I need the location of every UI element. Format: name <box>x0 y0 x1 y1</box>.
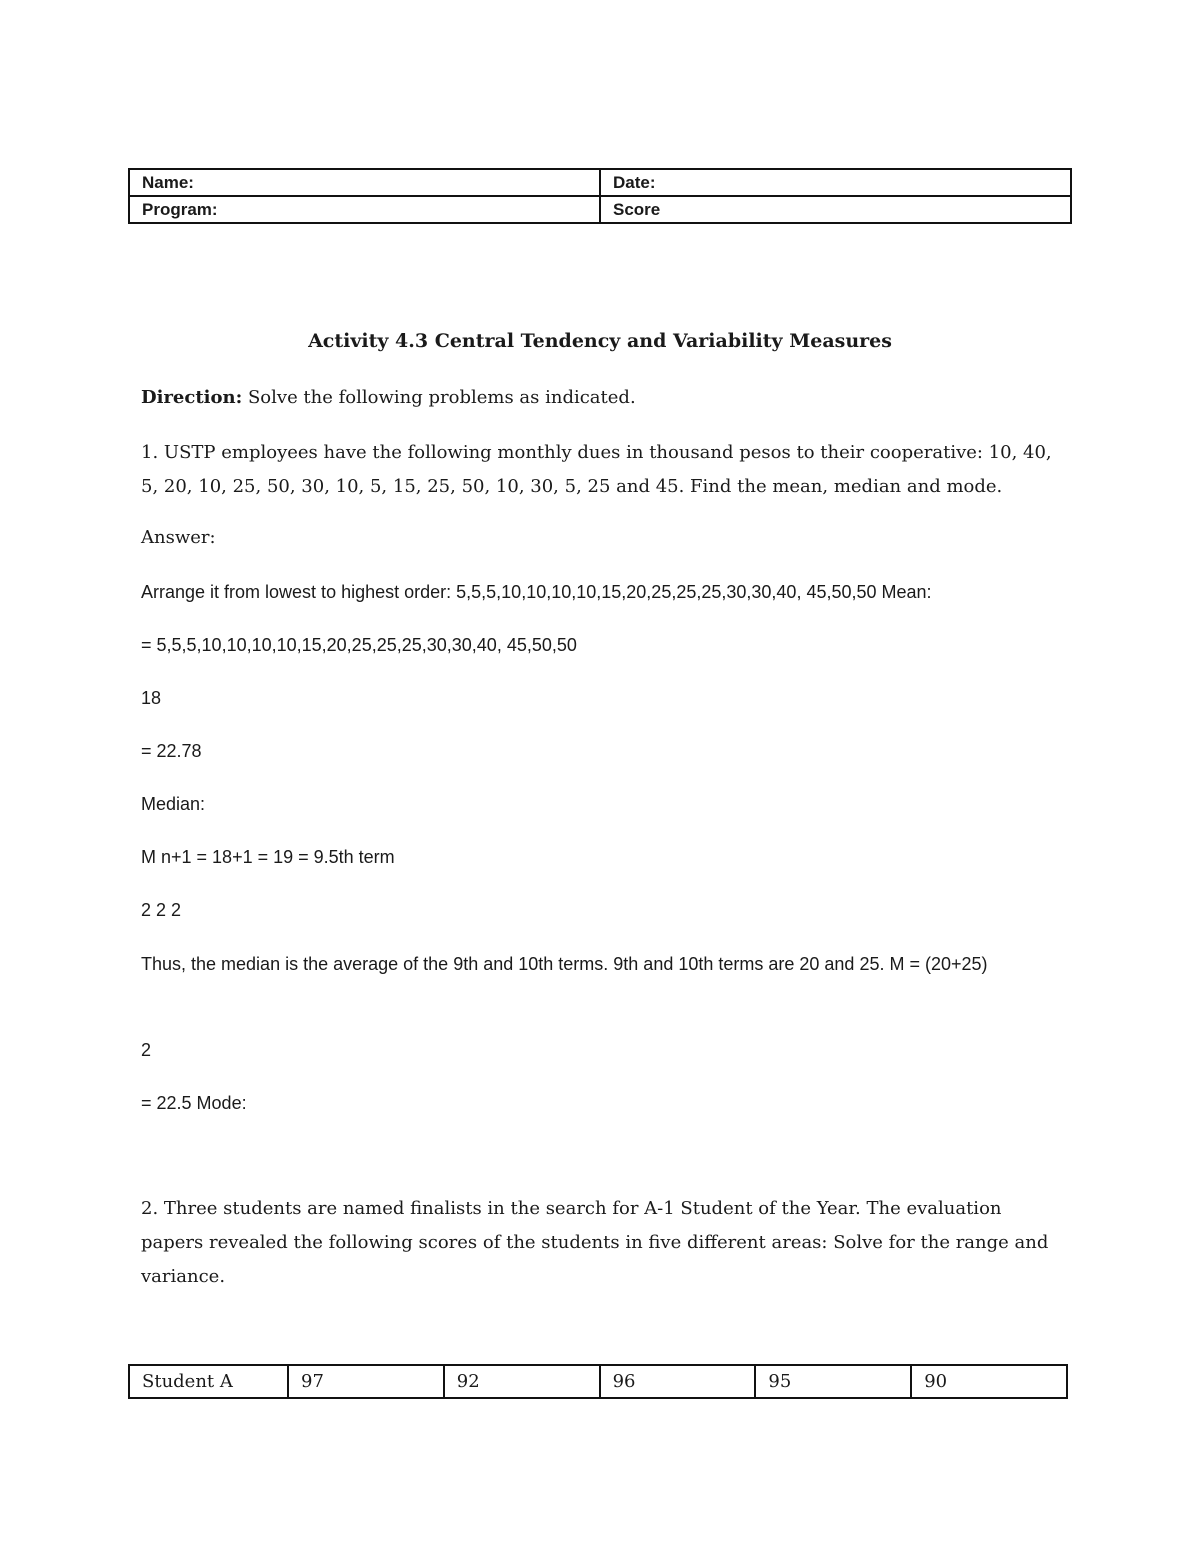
name-label: Name: <box>142 172 194 192</box>
score-cell: 92 <box>444 1365 600 1398</box>
date-label: Date: <box>613 172 656 192</box>
score-field[interactable] <box>600 196 1071 223</box>
answer-label: Answer: <box>141 527 216 548</box>
program-label: Program: <box>142 199 218 219</box>
mean-divisor: 18 <box>141 688 162 708</box>
student-name-cell: Student A <box>129 1365 288 1398</box>
table-row <box>129 1365 1067 1398</box>
score-cell: 95 <box>755 1365 911 1398</box>
direction-text: Solve the following problems as indicated. <box>247 387 636 408</box>
direction-label: Direction: <box>141 387 243 408</box>
score-cell: 97 <box>288 1365 444 1398</box>
arrange-line: Arrange it from lowest to highest order: 5,5,5,10,10,10,10,15,20,25,25,25,30,30,40, 45,50,50 Mean: <box>141 582 932 602</box>
median-result: = 22.5 Mode: <box>141 1093 247 1113</box>
score-cell: 90 <box>911 1365 1067 1398</box>
page-title: Activity 4.3 Central Tendency and Variability Measures <box>308 330 892 352</box>
sum-line: = 5,5,5,10,10,10,10,15,20,25,25,25,30,30,40, 45,50,50 <box>141 635 577 655</box>
mean-result: = 22.78 <box>141 741 202 761</box>
program-field[interactable] <box>129 196 600 223</box>
student-info-table <box>128 168 1072 224</box>
problem2-text: 2. Three students are named finalists in the search for A-1 Student of the Year. The evaluation papers revealed the following scores of the students in five different areas: Solve for the range and variance. <box>141 1198 1049 1287</box>
median-denominators: 2 2 2 <box>141 900 182 920</box>
scores-table <box>128 1364 1068 1399</box>
median-label: Median: <box>141 794 206 814</box>
median-formula: M n+1 = 18+1 = 19 = 9.5th term <box>141 847 395 867</box>
median-explanation: Thus, the median is the average of the 9th and 10th terms. 9th and 10th terms are 20 and 25. M = (20+25) <box>141 954 988 974</box>
median-divisor: 2 <box>141 1040 152 1060</box>
date-field[interactable] <box>600 169 1071 196</box>
score-label: Score <box>613 199 661 219</box>
problem1-text: 1. USTP employees have the following monthly dues in thousand pesos to their cooperative: 10, 40, 5, 20, 10, 25, 50, 30, 10, 5, 15, 25, 50, 10, 30, 5, 25 and 45. Find the mean, median and mode. <box>141 442 1052 497</box>
name-field[interactable] <box>129 169 600 196</box>
score-cell: 96 <box>600 1365 756 1398</box>
direction-line <box>141 381 636 415</box>
